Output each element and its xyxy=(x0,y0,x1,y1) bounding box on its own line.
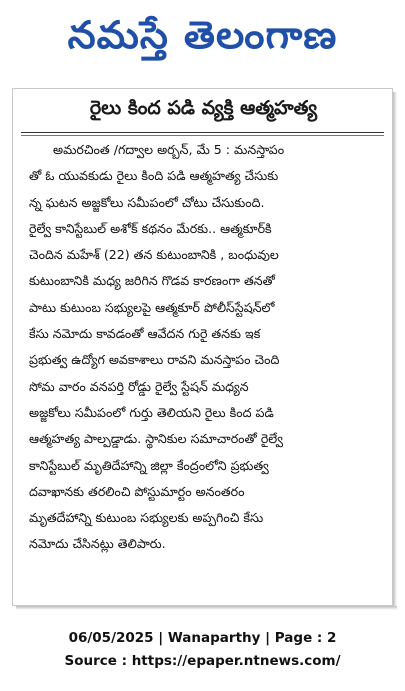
article-line: ఆత్మహత్య పాల్పడ్డాడు. స్థానికుల సమాచారంతో రైల్వే xyxy=(29,431,284,447)
clipping-shadow xyxy=(393,92,397,608)
article-line: కేసు నమోదు కావడంతో ఆవేదన గురై తనకు ఇక xyxy=(29,326,261,342)
article-line: మృతదేహాన్ని కుటుంబ సభ్యులకు అప్పగించి కేసు xyxy=(29,510,264,526)
article-headline: రైలు కింద పడి వ్యక్తి ఆత్మహత్య xyxy=(89,97,318,119)
article-line: దవాఖానకు తరలించి పోస్టుమార్టం అనంతరం xyxy=(29,483,245,499)
article-line: అజ్జకోలు సమీపంలో గుర్తు తెలియని రైలు కింద పడి xyxy=(29,404,274,420)
article-line: న్న ఘటన అజ్జకోలు సమీపంలో చోటు చేసుకుంది. xyxy=(29,194,265,210)
article-line: అమరచింత /గద్వాల అర్బన్, మే 5 : మనస్తాపం xyxy=(53,142,285,157)
masthead xyxy=(0,0,405,80)
article-line: రైల్వే కానిస్టేబుల్ అశోక్ కథనం మేరకు.. ఆత్మకూర్‌కి xyxy=(29,220,272,236)
headline-divider xyxy=(21,132,384,133)
article-line: తో ఓ యువకుడు రైలు కింది పడి ఆత్మహత్య చేసుకు xyxy=(29,168,279,184)
article-line: కుటుంబానికి మధ్య జరిగిన గొడవ కారణంగా తనతో xyxy=(29,273,275,289)
article-line: సోమ వారం వనపర్తి రోడ్డు రైల్వే స్టేషన్ మధ్యన xyxy=(29,378,249,394)
article-body xyxy=(29,137,385,558)
article-line: కానిస్టేబుల్ మృతిదేహాన్ని జిల్లా కేంద్రంలోని ప్రభుత్వ xyxy=(29,457,269,473)
news-clipping xyxy=(12,88,393,606)
source-link[interactable]: Source : https://epaper.ntnews.com/ xyxy=(64,653,341,669)
headline-divider xyxy=(21,135,384,136)
article-line: చెందిన మహేశ్ (22) తన కుటుంబానికి , బంధువుల xyxy=(29,247,279,263)
article-line: నమోదు చేసినట్లు తెలిపారు. xyxy=(29,536,166,552)
edition-info: 06/05/2025 | Wanaparthy | Page : 2 xyxy=(68,630,337,646)
article-line: పాటు కుటుంబ సభ్యులపై ఆత్మకూర్ పోలీస్‌స్టేషన్‌లో xyxy=(29,299,275,315)
clipping-shadow xyxy=(16,606,397,610)
article-line: ప్రభుత్వ ఉద్యోగ అవకాశాలు రావని మనస్తాపం చెంది xyxy=(29,352,280,368)
masthead-title: నమస్తే తెలంగాణ xyxy=(67,13,338,57)
